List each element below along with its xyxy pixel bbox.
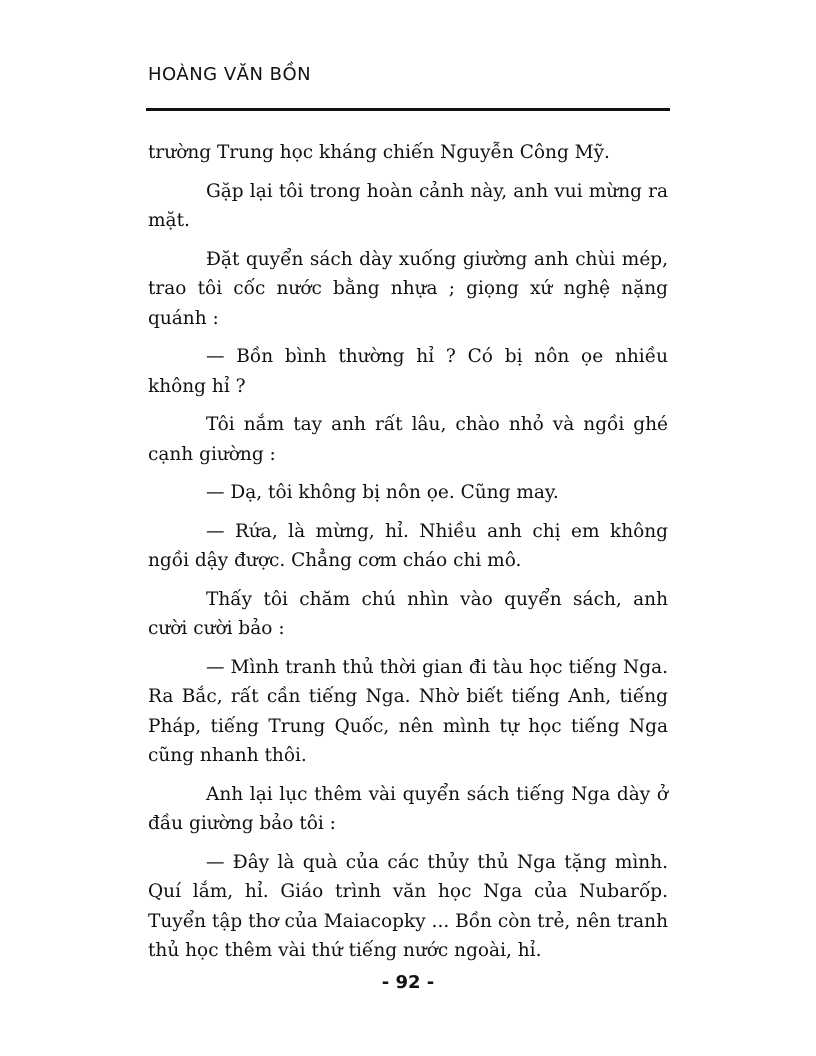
paragraph-continuation: trường Trung học kháng chiến Nguyễn Công Mỹ. bbox=[148, 142, 610, 163]
dialogue-paragraph: — Dạ, tôi không bị nôn ọe. Cũng may. bbox=[206, 482, 559, 503]
dialogue-paragraph: — Rứa, là mừng, hỉ. Nhiều anh chị em không ngồi dậy được. Chẳng cơm cháo chi mô. bbox=[148, 520, 668, 571]
running-head: HOÀNG VĂN BỒN bbox=[148, 64, 312, 85]
dialogue-paragraph: — Đây là quà của các thủy thủ Nga tặng mình. Quí lắm, hỉ. Giáo trình văn học Nga của Nubarốp. Tuyển tập thơ của Maiacopky ... Bồn còn trẻ, nên tranh thủ học thêm vài thứ tiếng nước ngoài, hỉ. bbox=[148, 851, 668, 961]
paragraph: Đặt quyển sách dày xuống giường anh chùi mép, trao tôi cốc nước bằng nhựa ; giọng xứ nghệ nặng quánh : bbox=[148, 248, 668, 329]
dialogue-paragraph: — Bồn bình thường hỉ ? Có bị nôn ọe nhiều không hỉ ? bbox=[148, 346, 668, 397]
paragraph: Tôi nắm tay anh rất lâu, chào nhỏ và ngồi ghé cạnh giường : bbox=[148, 414, 668, 465]
dialogue-paragraph: — Mình tranh thủ thời gian đi tàu học tiếng Nga. Ra Bắc, rất cần tiếng Nga. Nhờ biết tiếng Anh, tiếng Pháp, tiếng Trung Quốc, nên mình tự học tiếng Nga cũng nhanh thôi. bbox=[148, 656, 668, 766]
paragraph: Anh lại lục thêm vài quyển sách tiếng Nga dày ở đầu giường bảo tôi : bbox=[148, 783, 668, 834]
header-rule bbox=[146, 108, 670, 111]
paragraph: Gặp lại tôi trong hoàn cảnh này, anh vui mừng ra mặt. bbox=[148, 180, 668, 231]
paragraph: Thấy tôi chăm chú nhìn vào quyển sách, anh cười cười bảo : bbox=[148, 588, 668, 639]
page-body bbox=[148, 138, 668, 975]
page-number: - 92 - bbox=[381, 972, 435, 993]
